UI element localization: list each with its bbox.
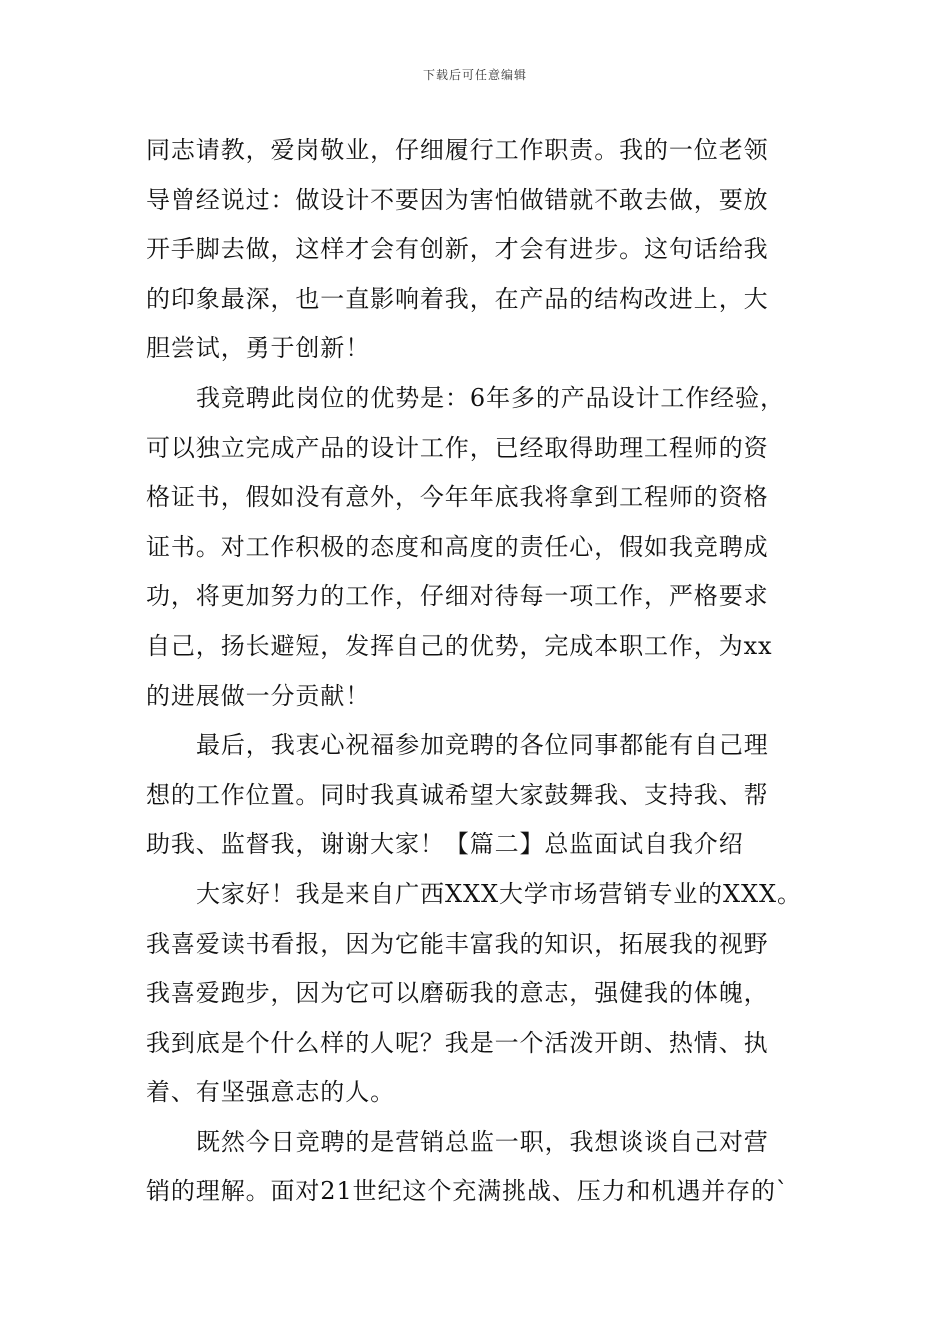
text-line: 自己，扬长避短，发挥自己的优势，完成本职工作，为xx bbox=[146, 631, 773, 660]
text-line: 的印象最深，也一直影响着我，在产品的结构改进上，大 bbox=[146, 284, 769, 313]
text-line: 助我、监督我，谢谢大家！【篇二】总监面试自我介绍 bbox=[146, 830, 744, 859]
text-line: 可以独立完成产品的设计工作，已经取得助理工程师的资 bbox=[146, 433, 769, 462]
text-line: 导曾经说过：做设计不要因为害怕做错就不敢去做，要放 bbox=[146, 185, 769, 214]
document-body bbox=[146, 126, 806, 1217]
paragraph-start-line: 最后，我衷心祝福参加竞聘的各位同事都能有自己理 bbox=[196, 731, 769, 760]
text-line: 的进展做一分贡献！ bbox=[146, 681, 371, 710]
text-line: 想的工作位置。同时我真诚希望大家鼓舞我、支持我、帮 bbox=[146, 780, 769, 809]
text-line: 着、有坚强意志的人。 bbox=[146, 1078, 395, 1107]
paragraph-start-line: 既然今日竞聘的是营销总监一职，我想谈谈自己对营 bbox=[196, 1127, 769, 1156]
text-line: 胆尝试，勇于创新！ bbox=[146, 334, 371, 363]
text-line: 格证书，假如没有意外，今年年底我将拿到工程师的资格 bbox=[146, 483, 769, 512]
text-line: 开手脚去做，这样才会有创新，才会有进步。这句话给我 bbox=[146, 235, 769, 264]
text-line: 我喜爱读书看报，因为它能丰富我的知识，拓展我的视野 bbox=[146, 929, 769, 958]
text-line: 销的理解。面对21世纪这个充满挑战、压力和机遇并存的` bbox=[146, 1177, 789, 1206]
header-note: 下载后可任意编辑 bbox=[422, 68, 527, 82]
text-line: 功，将更加努力的工作，仔细对待每一项工作，严格要求 bbox=[146, 582, 769, 611]
text-line: 同志请教，爱岗敬业，仔细履行工作职责。我的一位老领 bbox=[146, 136, 769, 164]
text-line: 我到底是个什么样的人呢？我是一个活泼开朗、热情、执 bbox=[146, 1028, 769, 1057]
paragraph-start-line: 我竞聘此岗位的优势是：6年多的产品设计工作经验， bbox=[196, 383, 785, 412]
paragraph-start-line: 大家好！我是来自广西XXX大学市场营销专业的XXX。 bbox=[196, 879, 802, 908]
text-line: 我喜爱跑步，因为它可以磨砺我的意志，强健我的体魄， bbox=[146, 979, 769, 1008]
text-line: 证书。对工作积极的态度和高度的责任心，假如我竞聘成 bbox=[146, 532, 769, 561]
